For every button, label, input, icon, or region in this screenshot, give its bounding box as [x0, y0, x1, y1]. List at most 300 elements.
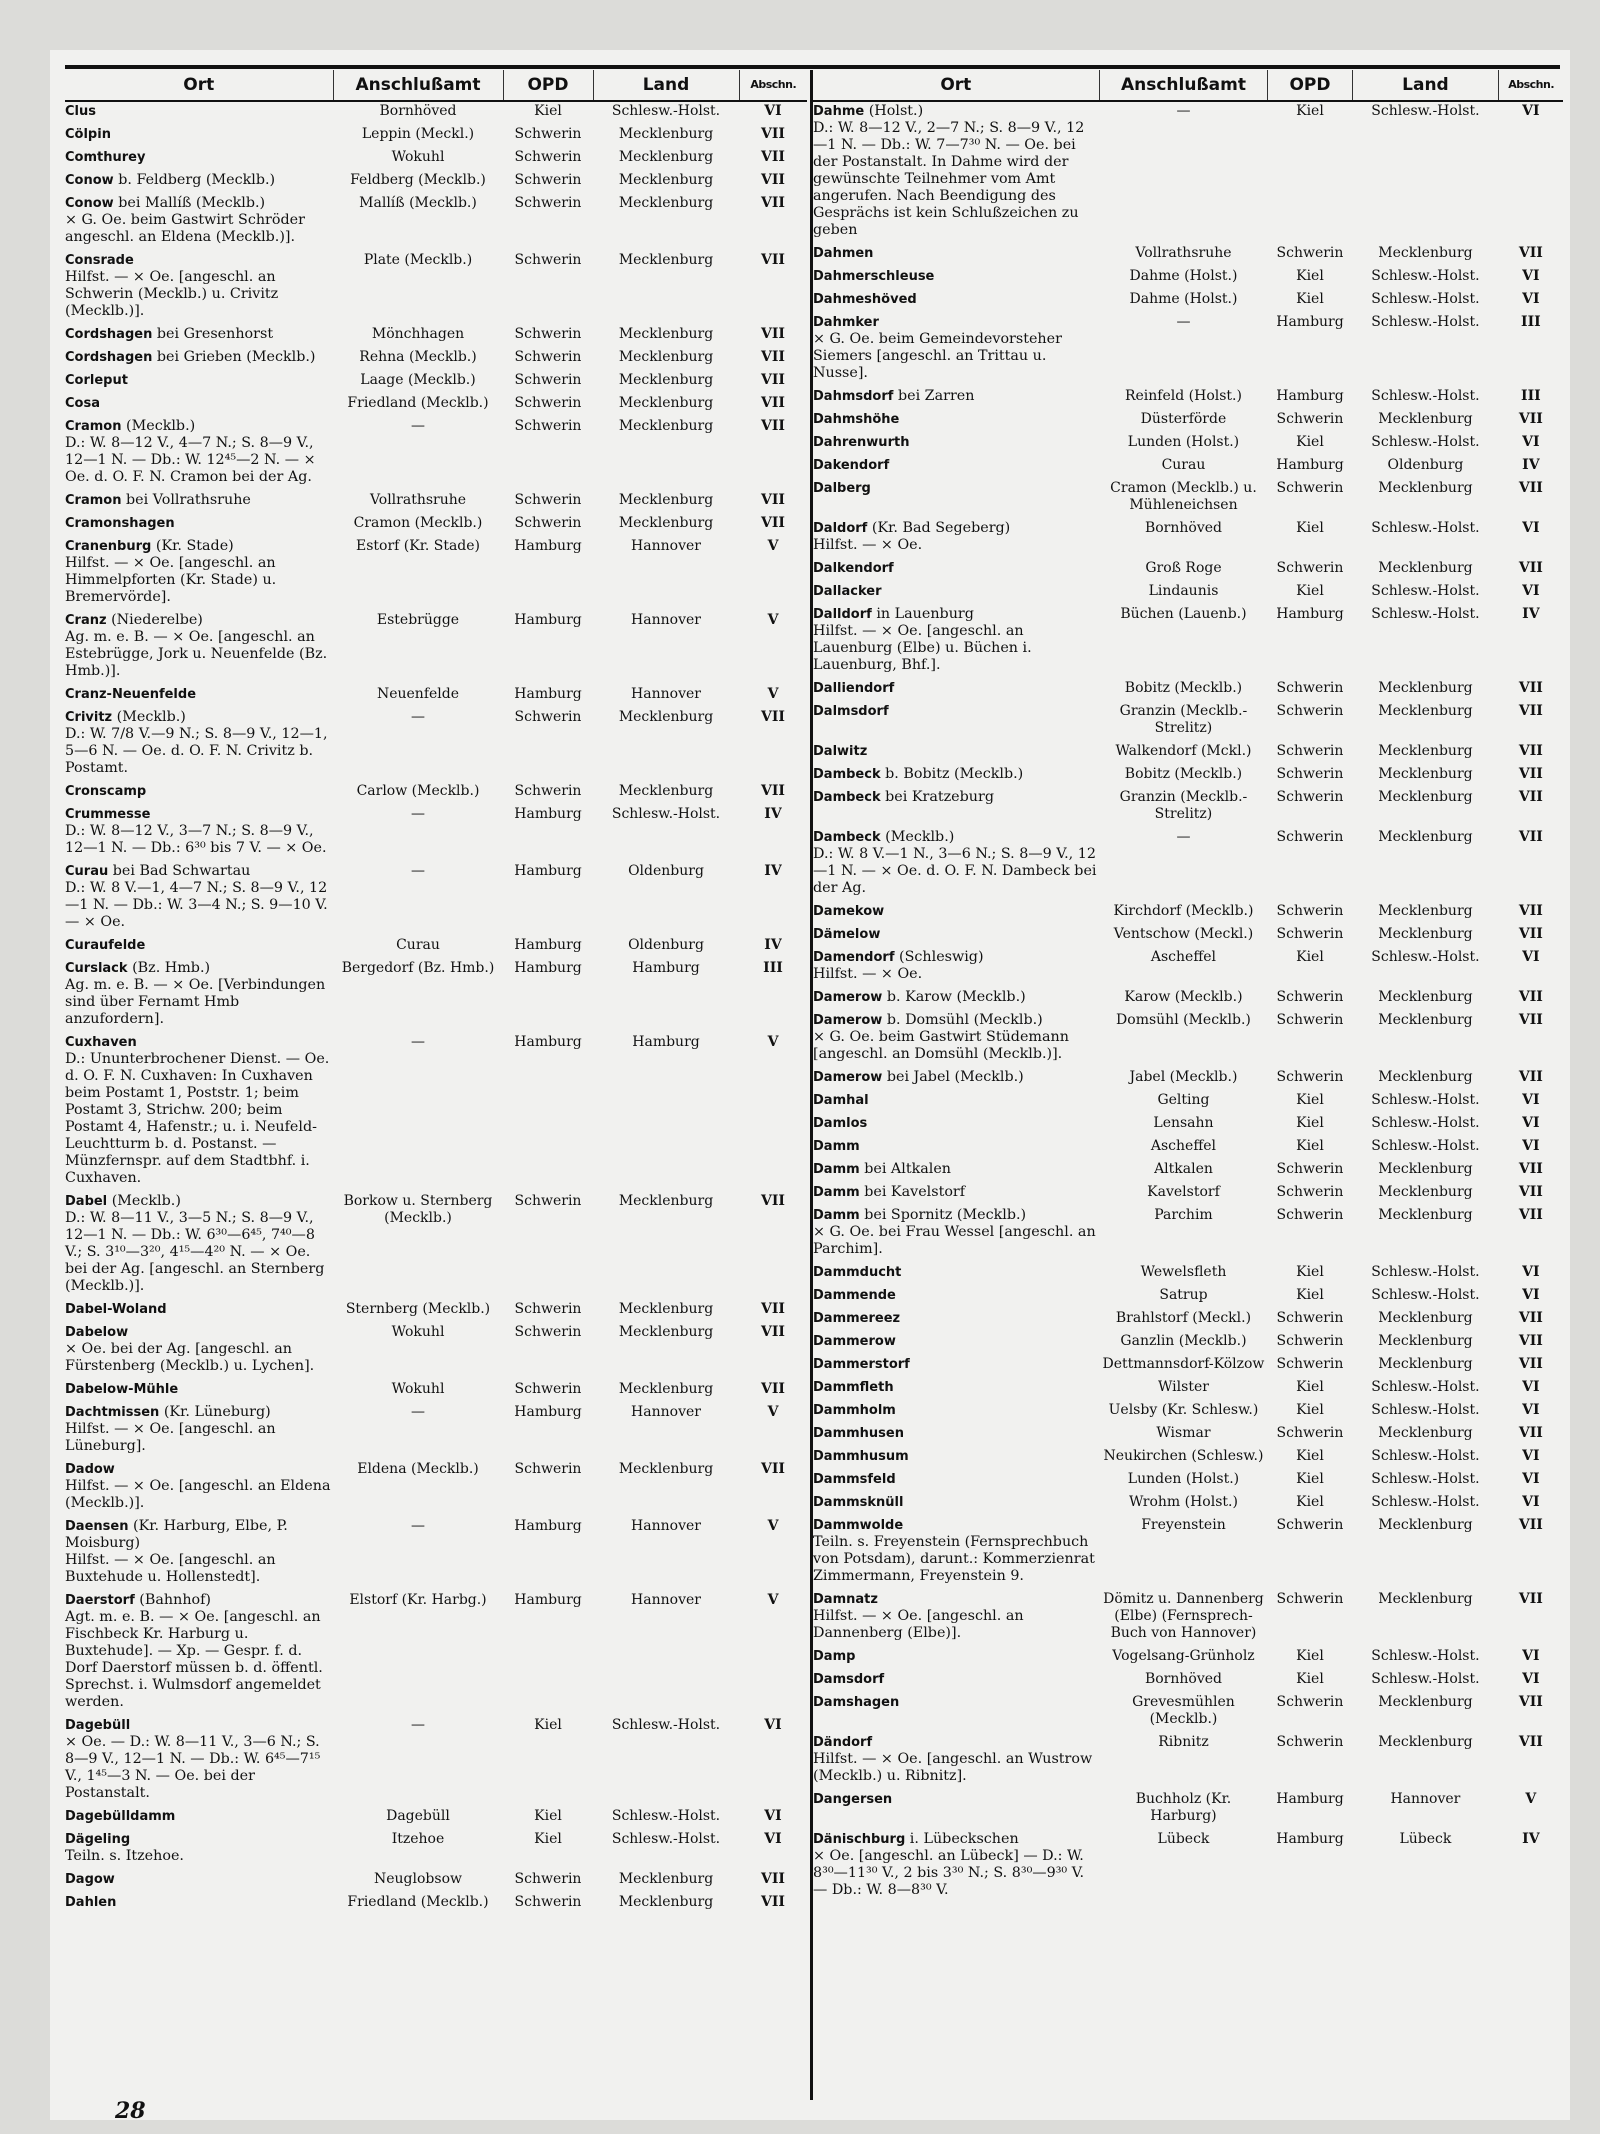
opd-cell: Schwerin	[514, 349, 582, 365]
opd-cell: Schwerin	[514, 1324, 582, 1340]
anschlussamt-cell: Bobitz (Mecklb.)	[1124, 766, 1243, 782]
land-cell: Mecklenburg	[1378, 1591, 1473, 1607]
anschlussamt-cell: Bornhöved	[379, 103, 457, 119]
abschnitt-cell: V	[767, 1034, 779, 1050]
place-name: Cramon	[65, 419, 122, 434]
land-cell: Schlesw.-Holst.	[1371, 1092, 1480, 1108]
anschlussamt-cell: Lunden (Holst.)	[1127, 1471, 1240, 1487]
place-name: Dagebüll	[65, 1718, 131, 1733]
place-name: Dalliendorf	[813, 681, 895, 696]
land-cell: Schlesw.-Holst.	[1371, 314, 1480, 330]
land-cell: Schlesw.-Holst.	[1371, 434, 1480, 450]
ort-cell	[813, 742, 1099, 765]
anschlussamt-cell: Satrup	[1159, 1287, 1208, 1303]
place-name: Dammerow	[813, 1334, 896, 1349]
place-name: Dagow	[65, 1872, 115, 1887]
anschlussamt-cell: —	[411, 709, 425, 725]
land-cell: Schlesw.-Holst.	[1371, 1402, 1480, 1418]
opd-cell: Schwerin	[514, 1381, 582, 1397]
place-name: Damm	[813, 1139, 860, 1154]
abschnitt-cell: VI	[1522, 1448, 1540, 1464]
ort-cell	[65, 685, 333, 708]
anschlussamt-cell: Bergedorf (Bz. Hmb.)	[341, 960, 495, 976]
anschlussamt-cell: Freyenstein	[1141, 1517, 1226, 1533]
place-suffix: bei Mallíß (Mecklb.)	[113, 195, 266, 211]
land-cell: Mecklenburg	[1378, 1694, 1473, 1710]
header-land: Land	[1352, 70, 1499, 101]
abschnitt-cell: V	[1525, 1791, 1537, 1807]
place-name: Cordshagen	[65, 350, 153, 365]
anschlussamt-cell: Elstorf (Kr. Harbg.)	[349, 1592, 487, 1608]
anschlussamt-cell: Dömitz u. Dannenberg (Elbe) (Fernsprech-Buch von Hannover)	[1103, 1591, 1264, 1641]
place-name: Dahmerschleuse	[813, 269, 935, 284]
abschnitt-cell: VI	[1522, 268, 1540, 284]
anschlussamt-cell: Friedland (Mecklb.)	[347, 395, 489, 411]
table-row	[65, 1893, 807, 1916]
table-row	[813, 679, 1563, 702]
ort-cell	[65, 1460, 333, 1517]
opd-cell: Kiel	[1296, 103, 1324, 119]
land-cell: Mecklenburg	[618, 149, 714, 165]
place-name: Dallacker	[813, 584, 882, 599]
place-suffix: (Mecklb.)	[880, 829, 955, 845]
ort-cell	[65, 1403, 333, 1460]
anschlussamt-cell: Feldberg (Mecklb.)	[350, 172, 486, 188]
table-row	[65, 348, 807, 371]
land-cell: Mecklenburg	[1378, 1207, 1473, 1223]
table-row	[65, 1830, 807, 1870]
opd-cell: Schwerin	[514, 1193, 582, 1209]
abschnitt-cell: VI	[1522, 103, 1540, 119]
place-name: Damerow	[813, 990, 883, 1005]
anschlussamt-cell: —	[411, 418, 425, 434]
abschnitt-cell: III	[763, 960, 783, 976]
land-cell: Schlesw.-Holst.	[1371, 1264, 1480, 1280]
ort-cell	[65, 1807, 333, 1830]
land-cell: Oldenburg	[628, 863, 704, 879]
opd-cell: Hamburg	[1276, 1791, 1344, 1807]
table-row	[65, 537, 807, 611]
opd-cell: Schwerin	[514, 418, 582, 434]
ort-cell	[813, 1011, 1099, 1068]
opd-cell: Hamburg	[514, 686, 582, 702]
place-name: Dammerstorf	[813, 1357, 910, 1372]
place-name: Damhal	[813, 1093, 869, 1108]
place-name: Dalmsdorf	[813, 704, 889, 719]
land-cell: Mecklenburg	[1378, 1517, 1473, 1533]
opd-cell: Kiel	[1296, 1671, 1324, 1687]
land-cell: Mecklenburg	[618, 1871, 714, 1887]
opd-cell: Schwerin	[1276, 1356, 1344, 1372]
ort-cell	[65, 1323, 333, 1380]
ort-cell	[65, 1517, 333, 1591]
place-name: Cölpin	[65, 127, 111, 142]
land-cell: Schlesw.-Holst.	[1371, 103, 1480, 119]
table-row	[813, 765, 1563, 788]
ort-cell	[65, 862, 333, 936]
table-row	[65, 101, 807, 125]
abschnitt-cell: VII	[1518, 743, 1543, 759]
place-name: Dämelow	[813, 927, 881, 942]
anschlussamt-cell: Neuglobsow	[374, 1871, 462, 1887]
abschnitt-cell: IV	[1522, 1831, 1540, 1847]
opd-cell: Hamburg	[514, 1404, 582, 1420]
land-cell: Hannover	[631, 538, 701, 554]
place-name: Dahlen	[65, 1895, 117, 1910]
table-row	[813, 1401, 1563, 1424]
abschnitt-cell: IV	[1522, 606, 1540, 622]
opd-cell: Schwerin	[514, 492, 582, 508]
ort-cell	[813, 679, 1099, 702]
place-name: Cordshagen	[65, 327, 153, 342]
abschnitt-cell: VI	[1522, 1494, 1540, 1510]
place-name: Dambeck	[813, 767, 881, 782]
place-name: Dahmeshöved	[813, 292, 917, 307]
table-row	[65, 685, 807, 708]
place-detail: Hilfst. — × Oe. [angeschl. an Lauenburg (Elbe) u. Büchen i. Lauenburg, Bhf.].	[813, 623, 1032, 673]
land-cell: Mecklenburg	[1378, 560, 1473, 576]
table-row	[813, 605, 1563, 679]
left-column	[65, 70, 807, 2100]
land-cell: Hannover	[631, 1518, 701, 1534]
place-suffix: bei Zarren	[893, 388, 975, 404]
opd-cell: Hamburg	[514, 1034, 582, 1050]
anschlussamt-cell: Leppin (Meckl.)	[361, 126, 475, 142]
place-name: Dammhusum	[813, 1449, 909, 1464]
header-abschnitt: Abschn.	[1499, 70, 1563, 101]
land-cell: Mecklenburg	[1378, 1161, 1473, 1177]
anschlussamt-cell: Domsühl (Mecklb.)	[1116, 1012, 1251, 1028]
land-cell: Mecklenburg	[618, 172, 714, 188]
place-detail: Hilfst. — × Oe. [angeschl. an Himmelpforten (Kr. Stade) u. Bremervörde].	[65, 555, 277, 605]
opd-cell: Schwerin	[514, 149, 582, 165]
opd-cell: Schwerin	[1276, 766, 1344, 782]
land-cell: Mecklenburg	[1378, 1425, 1473, 1441]
abschnitt-cell: VII	[1518, 1207, 1543, 1223]
ort-cell	[65, 148, 333, 171]
land-cell: Mecklenburg	[1378, 829, 1473, 845]
opd-cell: Kiel	[1296, 520, 1324, 536]
opd-cell: Kiel	[1296, 1448, 1324, 1464]
abschnitt-cell: VI	[1522, 1092, 1540, 1108]
header-abschnitt: Abschn.	[739, 70, 807, 101]
place-name: Dägeling	[65, 1832, 131, 1847]
land-cell: Mecklenburg	[1378, 989, 1473, 1005]
right-column	[810, 70, 1563, 2100]
place-detail: Hilfst. — × Oe.	[813, 966, 923, 982]
table-row	[813, 1447, 1563, 1470]
ort-cell	[813, 788, 1099, 828]
land-cell: Mecklenburg	[1378, 766, 1473, 782]
abschnitt-cell: VII	[761, 1381, 785, 1397]
table-row	[65, 1460, 807, 1517]
table-row	[813, 1332, 1563, 1355]
ort-cell	[813, 101, 1099, 244]
abschnitt-cell: VII	[761, 395, 785, 411]
table-row	[813, 1183, 1563, 1206]
ort-cell	[813, 702, 1099, 742]
anschlussamt-cell: Cramon (Mecklb.)	[353, 515, 483, 531]
opd-cell: Kiel	[1296, 434, 1324, 450]
place-detail: Agt. m. e. B. — × Oe. [angeschl. an Fischbeck Kr. Harburg u. Buxtehude]. — Xp. — Gespr. f. d. Dorf Daerstorf müssen b. d. öffentl. Sprechst. i. Wulmsdorf angemeldet werden.	[65, 1609, 323, 1710]
place-name: Cosa	[65, 396, 100, 411]
place-detail: D.: W. 8—11 V., 3—5 N.; S. 8—9 V., 12—1 N. — Db.: W. 6³⁰—6⁴⁵, 7⁴⁰—8 V.; S. 3¹⁰—3²⁰, 4¹⁵—4²⁰ N. — × Oe. bei der Ag. [angeschl. an Sternberg (Mecklb.)].	[65, 1210, 325, 1294]
anschlussamt-cell: Mönchhagen	[371, 326, 465, 342]
place-suffix: bei Jabel (Mecklb.)	[882, 1069, 1024, 1085]
ort-cell	[813, 902, 1099, 925]
place-name: Dahrenwurth	[813, 435, 910, 450]
land-cell: Schlesw.-Holst.	[1371, 1379, 1480, 1395]
ort-cell	[65, 959, 333, 1033]
opd-cell: Schwerin	[514, 783, 582, 799]
place-name: Daerstorf	[65, 1593, 135, 1608]
table-row	[813, 290, 1563, 313]
opd-cell: Schwerin	[1276, 903, 1344, 919]
opd-cell: Kiel	[1296, 1115, 1324, 1131]
ort-cell	[65, 782, 333, 805]
place-name: Curaufelde	[65, 938, 146, 953]
abschnitt-cell: VII	[1518, 1012, 1543, 1028]
ort-cell	[65, 1830, 333, 1870]
ort-cell	[813, 1091, 1099, 1114]
opd-cell: Kiel	[1296, 1092, 1324, 1108]
ort-cell	[65, 171, 333, 194]
abschnitt-cell: VII	[1518, 1425, 1543, 1441]
anschlussamt-cell: Lindaunis	[1148, 583, 1219, 599]
ort-cell	[813, 1470, 1099, 1493]
land-cell: Mecklenburg	[1378, 680, 1473, 696]
abschnitt-cell: VII	[761, 1301, 785, 1317]
land-cell: Schlesw.-Holst.	[1371, 520, 1480, 536]
table-row	[65, 805, 807, 862]
abschnitt-cell: V	[767, 1592, 779, 1608]
table-row	[813, 1516, 1563, 1590]
place-name: Dalldorf	[813, 607, 872, 622]
table-row	[813, 1590, 1563, 1647]
place-name: Dammwolde	[813, 1518, 904, 1533]
abschnitt-cell: VI	[1522, 1115, 1540, 1131]
place-name: Dambeck	[813, 830, 881, 845]
table-row	[65, 782, 807, 805]
ort-cell	[65, 537, 333, 611]
ort-cell	[65, 1870, 333, 1893]
anschlussamt-cell: Reinfeld (Holst.)	[1124, 388, 1242, 404]
table-row	[813, 101, 1563, 244]
abschnitt-cell: VII	[761, 1193, 785, 1209]
abschnitt-cell: V	[767, 1404, 779, 1420]
anschlussamt-cell: Laage (Mecklb.)	[360, 372, 476, 388]
abschnitt-cell: VII	[1518, 560, 1543, 576]
table-row	[65, 1591, 807, 1716]
anschlussamt-cell: Cramon (Mecklb.) u. Mühleneichsen	[1110, 480, 1257, 513]
anschlussamt-cell: Lübeck	[1157, 1831, 1210, 1847]
anschlussamt-cell: Estebrügge	[376, 612, 460, 628]
abschnitt-cell: V	[767, 686, 779, 702]
opd-cell: Kiel	[1296, 1287, 1324, 1303]
table-row	[65, 394, 807, 417]
abschnitt-cell: VI	[1522, 1264, 1540, 1280]
ort-cell	[813, 267, 1099, 290]
land-cell: Mecklenburg	[618, 1301, 714, 1317]
anschlussamt-cell: Wilster	[1158, 1379, 1209, 1395]
table-row	[65, 194, 807, 251]
abschnitt-cell: VII	[1518, 829, 1543, 845]
ort-cell	[813, 433, 1099, 456]
ort-cell	[65, 417, 333, 491]
place-detail: Hilfst. — × Oe. [angeschl. an Lüneburg].	[65, 1421, 276, 1454]
abschnitt-cell: V	[767, 612, 779, 628]
land-cell: Mecklenburg	[1378, 1012, 1473, 1028]
right-table	[813, 70, 1563, 1904]
place-name: Damm	[813, 1162, 860, 1177]
anschlussamt-cell: Grevesmühlen (Mecklb.)	[1132, 1694, 1235, 1727]
opd-cell: Kiel	[1296, 1648, 1324, 1664]
opd-cell: Kiel	[1296, 1379, 1324, 1395]
anschlussamt-cell: Vogelsang-Grünholz	[1112, 1648, 1255, 1664]
abschnitt-cell: VII	[1518, 1310, 1543, 1326]
place-name: Damshagen	[813, 1695, 900, 1710]
table-row	[65, 959, 807, 1033]
page-number: 28	[115, 2098, 146, 2124]
table-row	[813, 1263, 1563, 1286]
ort-cell	[65, 1380, 333, 1403]
place-detail: Hilfst. — × Oe. [angeschl. an Schwerin (Mecklb.) u. Crivitz (Mecklb.)].	[65, 269, 279, 319]
place-detail: Teiln. s. Freyenstein (Fernsprechbuch von Potsdam), darunt.: Kommerzienrat Zimmermann, Freyenstein 9.	[813, 1534, 1095, 1584]
ort-cell	[813, 828, 1099, 902]
table-row	[65, 611, 807, 685]
opd-cell: Schwerin	[514, 709, 582, 725]
land-cell: Mecklenburg	[1378, 480, 1473, 496]
table-row	[813, 582, 1563, 605]
land-cell: Schlesw.-Holst.	[611, 1831, 721, 1847]
place-name: Damlos	[813, 1116, 868, 1131]
abschnitt-cell: VII	[761, 492, 785, 508]
place-name: Damekow	[813, 904, 885, 919]
ort-cell	[813, 1493, 1099, 1516]
table-row	[813, 925, 1563, 948]
anschlussamt-cell: Friedland (Mecklb.)	[347, 1894, 489, 1910]
anschlussamt-cell: Dahme (Holst.)	[1129, 268, 1238, 284]
abschnitt-cell: VI	[1522, 583, 1540, 599]
land-cell: Schlesw.-Holst.	[1371, 268, 1480, 284]
table-row	[813, 1493, 1563, 1516]
opd-cell: Schwerin	[1276, 1069, 1344, 1085]
table-row	[813, 828, 1563, 902]
place-name: Damm	[813, 1208, 860, 1223]
table-row	[65, 171, 807, 194]
abschnitt-cell: VII	[1518, 1333, 1543, 1349]
table-row	[65, 1380, 807, 1403]
ort-cell	[813, 1516, 1099, 1590]
anschlussamt-cell: Dahme (Holst.)	[1129, 291, 1238, 307]
anschlussamt-cell: Lunden (Holst.)	[1127, 434, 1240, 450]
opd-cell: Kiel	[1296, 949, 1324, 965]
place-name: Damnatz	[813, 1592, 878, 1607]
anschlussamt-cell: Carlow (Mecklb.)	[356, 783, 480, 799]
opd-cell: Kiel	[1296, 1471, 1324, 1487]
anschlussamt-cell: Granzin (Mecklb.-Strelitz)	[1119, 703, 1248, 736]
opd-cell: Schwerin	[1276, 560, 1344, 576]
ort-cell	[813, 479, 1099, 519]
ort-cell	[65, 1893, 333, 1916]
land-cell: Mecklenburg	[618, 349, 714, 365]
anschlussamt-cell: Granzin (Mecklb.-Strelitz)	[1119, 789, 1248, 822]
abschnitt-cell: VII	[761, 1871, 785, 1887]
place-detail: D.: W. 8 V.—1 N., 3—6 N.; S. 8—9 V., 12—1 N. — × Oe. d. O. F. N. Dambeck bei der Ag.	[813, 846, 1097, 896]
anschlussamt-cell: Lensahn	[1153, 1115, 1214, 1131]
anschlussamt-cell: —	[1176, 829, 1191, 845]
place-suffix: b. Karow (Mecklb.)	[882, 989, 1026, 1005]
anschlussamt-cell: Vollrathsruhe	[369, 492, 467, 508]
ort-cell	[813, 519, 1099, 559]
place-detail: × G. Oe. beim Gastwirt Stüdemann [angeschl. an Domsühl (Mecklb.)].	[813, 1029, 1069, 1062]
anschlussamt-cell: Walkendorf (Mckl.)	[1115, 743, 1252, 759]
land-cell: Hannover	[631, 1592, 701, 1608]
place-name: Damerow	[813, 1013, 883, 1028]
anschlussamt-cell: Wewelsfleth	[1140, 1264, 1227, 1280]
anschlussamt-cell: Ganzlin (Mecklb.)	[1120, 1333, 1247, 1349]
ort-cell	[813, 244, 1099, 267]
land-cell: Schlesw.-Holst.	[1371, 1671, 1480, 1687]
abschnitt-cell: IV	[764, 863, 782, 879]
place-suffix: bei Bad Schwartau	[108, 863, 251, 879]
place-name: Damm	[813, 1185, 860, 1200]
opd-cell: Schwerin	[1276, 1517, 1344, 1533]
ort-cell	[65, 805, 333, 862]
anschlussamt-cell: Wokuhl	[391, 149, 445, 165]
opd-cell: Hamburg	[514, 960, 582, 976]
land-cell: Mecklenburg	[1378, 926, 1473, 942]
opd-cell: Schwerin	[514, 395, 582, 411]
place-detail: D.: W. 8—12 V., 3—7 N.; S. 8—9 V., 12—1 N. — Db.: 6³⁰ bis 7 V. — × Oe.	[65, 823, 327, 856]
anschlussamt-cell: —	[1176, 314, 1191, 330]
place-name: Dambeck	[813, 790, 881, 805]
anschlussamt-cell: Buchholz (Kr. Harburg)	[1135, 1791, 1232, 1824]
anschlussamt-cell: Curau	[396, 937, 440, 953]
table-row	[65, 491, 807, 514]
land-cell: Mecklenburg	[1378, 411, 1473, 427]
opd-cell: Schwerin	[514, 1871, 582, 1887]
place-name: Dahmshöhe	[813, 412, 900, 427]
abschnitt-cell: VII	[761, 195, 785, 211]
header-land: Land	[593, 70, 739, 101]
ort-cell	[813, 1647, 1099, 1670]
anschlussamt-cell: Eldena (Mecklb.)	[357, 1461, 479, 1477]
opd-cell: Schwerin	[1276, 1184, 1344, 1200]
table-row	[813, 559, 1563, 582]
place-detail: × Oe. bei der Ag. [angeschl. an Fürstenberg (Mecklb.) u. Lychen].	[65, 1341, 315, 1374]
place-name: Crivitz	[65, 710, 113, 725]
abschnitt-cell: VII	[1518, 245, 1543, 261]
table-row	[813, 1206, 1563, 1263]
table-row	[65, 862, 807, 936]
abschnitt-cell: VII	[1518, 1184, 1543, 1200]
table-row	[813, 1424, 1563, 1447]
land-cell: Mecklenburg	[618, 709, 714, 725]
abschnitt-cell: V	[767, 538, 779, 554]
ort-cell	[813, 988, 1099, 1011]
table-row	[813, 1114, 1563, 1137]
place-detail: D.: W. 7/8 V.—9 N.; S. 8—9 V., 12—1, 5—6 N. — Oe. d. O. F. N. Crivitz b. Postamt.	[65, 726, 328, 776]
table-row	[813, 788, 1563, 828]
place-name: Dabel	[65, 1194, 108, 1209]
land-cell: Mecklenburg	[618, 395, 714, 411]
place-suffix: b. Domsühl (Mecklb.)	[882, 1012, 1043, 1028]
land-cell: Hannover	[631, 612, 701, 628]
table-row	[813, 1309, 1563, 1332]
opd-cell: Schwerin	[514, 172, 582, 188]
ort-cell	[65, 708, 333, 782]
